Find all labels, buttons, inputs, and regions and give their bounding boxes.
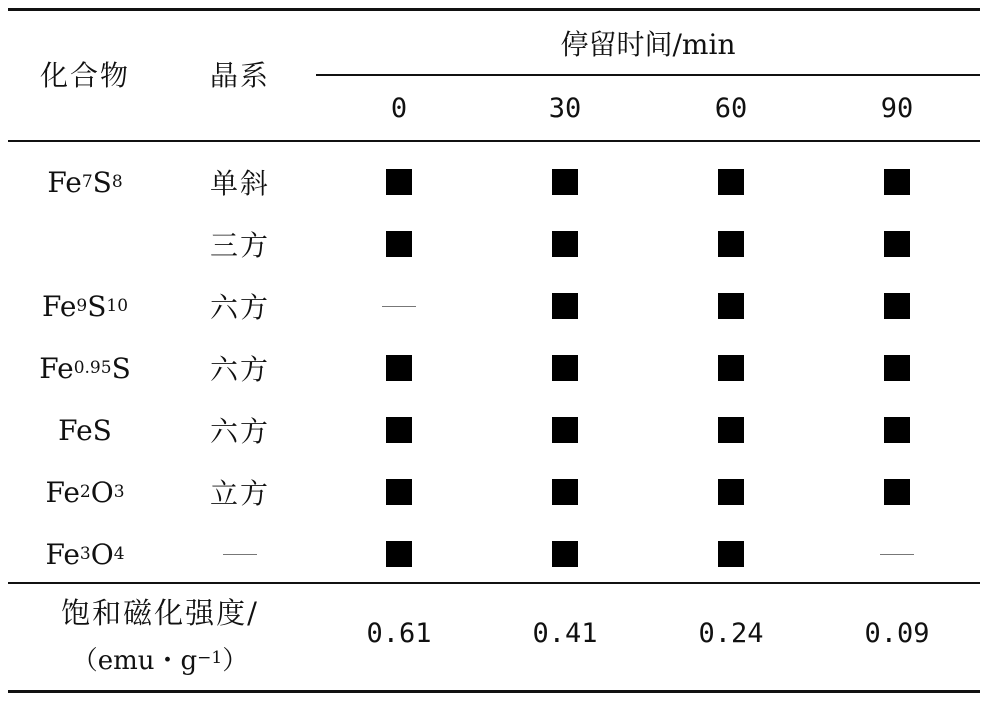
crystal-system: 三方	[209, 229, 270, 262]
header-time-90: 90	[880, 92, 914, 124]
presence-cell	[847, 524, 947, 584]
presence-cell	[681, 152, 781, 212]
absent-dash	[382, 306, 416, 307]
presence-cell	[349, 214, 449, 274]
formula-element: Fe	[41, 289, 77, 323]
footer-value-0: 0.61	[366, 617, 432, 649]
formula-element: FeS	[58, 413, 112, 447]
present-mark-icon	[386, 231, 412, 257]
presence-cell	[515, 276, 615, 336]
crystal-system: 立方	[209, 477, 270, 510]
crystal-system: 六方	[209, 353, 270, 386]
compound-formula: Fe 0.95 S	[39, 351, 131, 385]
formula-element: O	[90, 537, 114, 571]
header-compound: 化合物	[39, 59, 130, 92]
present-mark-icon	[386, 541, 412, 567]
crystal-system: 六方	[209, 415, 270, 448]
present-mark-icon	[552, 355, 578, 381]
header-rule	[8, 140, 980, 142]
present-mark-icon	[884, 355, 910, 381]
presence-cell	[349, 524, 449, 584]
presence-cell	[847, 400, 947, 460]
bottom-rule	[8, 690, 980, 693]
presence-cell	[847, 462, 947, 522]
present-mark-icon	[386, 169, 412, 195]
present-mark-icon	[718, 541, 744, 567]
present-mark-icon	[884, 169, 910, 195]
present-mark-icon	[718, 355, 744, 381]
present-mark-icon	[552, 479, 578, 505]
formula-element: Fe	[39, 351, 74, 385]
header-time-0: 0	[390, 92, 408, 124]
presence-cell	[515, 338, 615, 398]
present-mark-icon	[552, 169, 578, 195]
presence-cell	[515, 524, 615, 584]
footer-rule	[8, 582, 980, 584]
presence-cell	[515, 152, 615, 212]
presence-cell	[681, 214, 781, 274]
formula-element: Fe	[47, 165, 82, 199]
present-mark-icon	[884, 231, 910, 257]
formula-element: Fe	[45, 537, 80, 571]
presence-cell	[681, 276, 781, 336]
footer-unit-post: ）	[222, 645, 249, 676]
presence-cell	[847, 276, 947, 336]
top-rule	[8, 8, 980, 11]
compound-formula: Fe 3 O 4	[45, 537, 125, 571]
present-mark-icon	[718, 417, 744, 443]
crystal-system: 单斜	[209, 167, 270, 200]
footer-value-60: 0.24	[698, 617, 764, 649]
present-mark-icon	[386, 355, 412, 381]
header-residence-time: 停留时间/min	[560, 28, 736, 61]
header-time-60: 60	[714, 92, 748, 124]
footer-value-30: 0.41	[532, 617, 598, 649]
presence-cell	[349, 462, 449, 522]
formula-element: S	[87, 289, 107, 323]
presence-cell	[515, 462, 615, 522]
footer-label-line1: 饱和磁化强度/	[61, 595, 259, 630]
presence-cell	[349, 338, 449, 398]
footer-value-90: 0.09	[864, 617, 930, 649]
formula-element: Fe	[45, 475, 80, 509]
presence-cell	[515, 214, 615, 274]
group-rule	[316, 74, 980, 76]
present-mark-icon	[718, 479, 744, 505]
present-mark-icon	[552, 541, 578, 567]
presence-cell	[349, 152, 449, 212]
presence-cell	[349, 400, 449, 460]
presence-cell	[847, 214, 947, 274]
present-mark-icon	[884, 293, 910, 319]
crystal-system	[195, 524, 285, 584]
compound-formula: Fe 2 O 3	[45, 475, 125, 509]
present-mark-icon	[718, 293, 744, 319]
crystal-system: 六方	[209, 291, 270, 324]
header-time-30: 30	[548, 92, 582, 124]
present-mark-icon	[386, 417, 412, 443]
compound-formula: Fe 7 S 8	[47, 165, 123, 199]
present-mark-icon	[718, 231, 744, 257]
compound-formula: Fe 9 S 10	[41, 289, 129, 323]
present-mark-icon	[552, 231, 578, 257]
presence-cell	[515, 400, 615, 460]
present-mark-icon	[884, 417, 910, 443]
present-mark-icon	[386, 479, 412, 505]
presence-cell	[681, 462, 781, 522]
present-mark-icon	[718, 169, 744, 195]
presence-cell	[681, 400, 781, 460]
presence-cell	[349, 276, 449, 336]
formula-element: S	[92, 165, 112, 199]
presence-cell	[681, 338, 781, 398]
present-mark-icon	[552, 293, 578, 319]
absent-dash	[880, 554, 914, 555]
header-crystal: 晶系	[209, 59, 270, 92]
presence-cell	[681, 524, 781, 584]
footer-unit-pre: （emu・g	[71, 645, 198, 676]
absent-dash	[223, 554, 257, 555]
present-mark-icon	[552, 417, 578, 443]
presence-cell	[847, 152, 947, 212]
presence-cell	[847, 338, 947, 398]
footer-label-line2: （emu・g −1 ）	[30, 634, 290, 682]
formula-element: S	[111, 351, 131, 385]
present-mark-icon	[884, 479, 910, 505]
compound-formula	[20, 400, 150, 460]
formula-element: O	[90, 475, 114, 509]
compound-formula	[20, 214, 150, 274]
